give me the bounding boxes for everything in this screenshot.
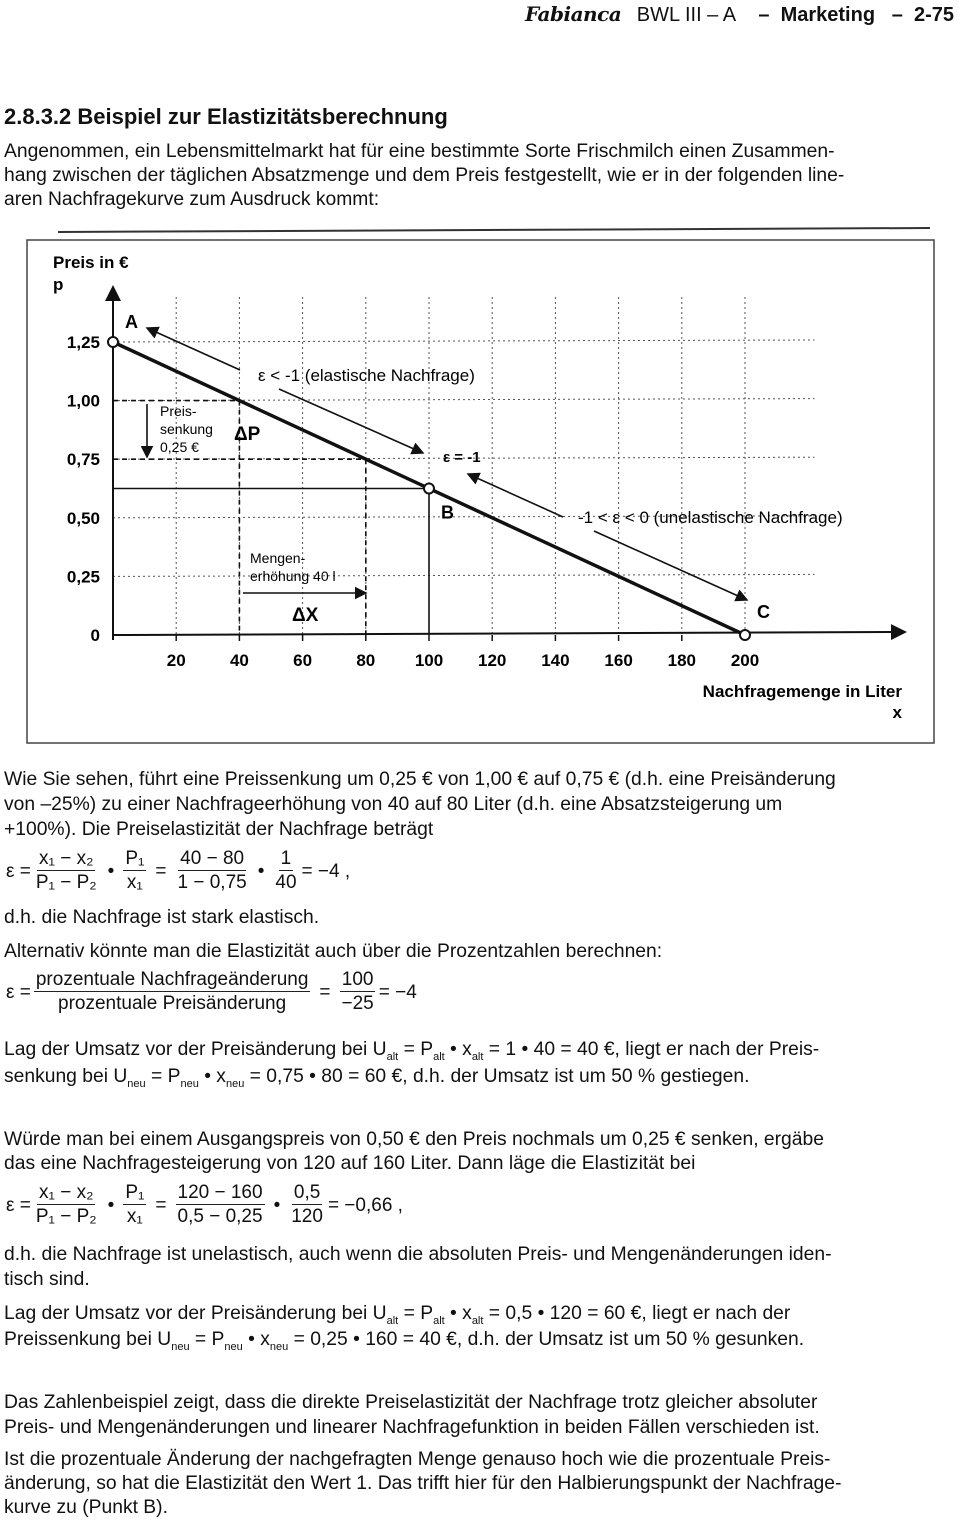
chart-top-border xyxy=(58,228,930,232)
text-line: d.h. die Nachfrage ist unelastisch, auch wenn die absoluten Preis- und Mengenänderungen iden- xyxy=(4,1244,832,1265)
qty-rise-label: erhöhung 40 l xyxy=(250,568,336,584)
y-tick-label: 0,25 xyxy=(66,567,100,587)
section-title: 2.8.3.2 Beispiel zur Elastizitätsberechnung xyxy=(4,104,448,129)
point-a xyxy=(108,337,118,347)
result: = −4 , xyxy=(301,860,351,882)
x-tick-label: 140 xyxy=(541,651,570,670)
price-drop-label: Preis- xyxy=(160,403,197,419)
denominator: P₁ − P₂ xyxy=(35,872,97,893)
text-line: von –25%) zu einer Nachfrageerhöhung von 40 auf 80 Liter (d.h. eine Absatzsteigerung um xyxy=(4,794,783,815)
eps: ε = xyxy=(6,981,31,1003)
demand-chart xyxy=(0,0,960,760)
grid-line-horizontal xyxy=(113,574,815,576)
qty-rise-label: Mengen- xyxy=(250,550,306,566)
intro-line: hang zwischen der täglichen Absatzmenge und dem Preis festgestellt, wie er in der folgenden line- xyxy=(4,165,845,186)
text-line: das eine Nachfragesteigerung von 120 auf 160 Liter. Dann läge die Elastizität bei xyxy=(4,1153,696,1174)
numerator: 40 − 80 xyxy=(180,848,245,869)
annotation-arrow xyxy=(468,474,563,517)
text-line: Ist die prozentuale Änderung der nachgefragten Menge genauso hoch wie die prozentuale Preis- xyxy=(4,1449,831,1470)
numerator: P₁ xyxy=(125,1182,145,1203)
x-tick-label: 40 xyxy=(229,651,249,670)
point-b xyxy=(424,484,434,494)
eps: ε = xyxy=(6,860,31,882)
y-tick-label: 1,25 xyxy=(66,333,100,352)
annotation-arrow xyxy=(594,531,747,600)
price-drop-label: senkung xyxy=(160,421,213,437)
y-axis-symbol: p xyxy=(53,275,64,294)
grid-line-horizontal xyxy=(113,399,815,401)
denominator: 0,5 − 0,25 xyxy=(177,1206,263,1227)
denominator: x₁ xyxy=(126,1206,143,1227)
denominator: 120 xyxy=(291,1206,323,1227)
text-line: änderung, so hat die Elastizität den Wert 1. Das trifft hier für den Halbierungspunkt der Nachfrage- xyxy=(4,1473,842,1494)
point-label: A xyxy=(125,312,138,332)
text-line: Das Zahlenbeispiel zeigt, dass die direkte Preiselastizität der Nachfrage trotz gleicher absoluter xyxy=(4,1392,818,1413)
numerator: 0,5 xyxy=(293,1182,321,1203)
text-line: +100%). Die Preiselastizität der Nachfrage beträgt xyxy=(4,819,434,840)
x-tick-label: 160 xyxy=(604,651,633,670)
unit-elastic-label: ε = -1 xyxy=(443,449,481,466)
grid-line-horizontal xyxy=(113,340,815,342)
subject: Marketing xyxy=(780,4,876,26)
formula-2: ε = $\frac{\text{prozentuale Nachfrageänderung}}{\text{prozentuale Preisänderung}}$ = $\frac{100}{-25}$ = −4 xyxy=(6,969,417,1014)
price-drop-label: 0,25 € xyxy=(160,439,199,455)
x-tick-label: 100 xyxy=(414,651,444,670)
y-tick-label: 0,75 xyxy=(66,450,100,470)
point-label: C xyxy=(757,602,770,622)
numerator: 1 xyxy=(280,848,292,869)
text-line: kurve zu (Punkt B). xyxy=(4,1497,168,1518)
numerator: P₁ xyxy=(125,848,145,869)
x-tick-label: 180 xyxy=(667,651,696,670)
result: = −4 xyxy=(378,981,417,1003)
denominator: 1 − 0,75 xyxy=(177,872,247,893)
denominator: prozentuale Preisänderung xyxy=(58,993,287,1014)
text-line: senkung bei $U_{neu} = P_{neu}$ • $x_{neu} = 0,75$ • 80 = 60 €, d.h. der Umsatz ist um 50 % gestiegen. xyxy=(4,1066,750,1090)
elastic-label: ε < -1 (elastische Nachfrage) xyxy=(258,366,475,385)
course: BWL III – A xyxy=(636,4,737,26)
x-tick-label: 200 xyxy=(730,651,760,670)
point-c xyxy=(740,630,750,640)
result: = −0,66 , xyxy=(327,1194,403,1216)
text-line: Alternativ könnte man die Elastizität auch über die Prozentzahlen berechnen: xyxy=(4,941,663,962)
text-line: Würde man bei einem Ausgangspreis von 0,50 € den Preis nochmals um 0,25 € senken, ergäbe xyxy=(4,1129,824,1150)
denominator: 40 xyxy=(275,872,297,893)
numerator: x₁ − x₂ xyxy=(39,1182,94,1203)
x-axis-title: Nachfragemenge in Liter xyxy=(702,682,902,701)
delta-p-label: ΔP xyxy=(234,424,261,445)
formula-3: ε = $\frac{\text{x₁ − x₂}}{\text{P₁ − P₂}}$ • $\frac{\text{P₁}}{\text{x₁}}$ = $\frac{120 - 160}{0,5 - 0,25}$ • $\frac{0,5}{120}$ = −0,66 , xyxy=(6,1182,403,1227)
separator: – xyxy=(891,4,903,26)
numerator: x₁ − x₂ xyxy=(39,848,94,869)
y-tick-label: 1,00 xyxy=(66,391,100,411)
page-number: 2-75 xyxy=(913,4,954,26)
intro-line: Angenommen, ein Lebensmittelmarkt hat für eine bestimmte Sorte Frischmilch einen Zusammen- xyxy=(4,141,835,162)
separator: – xyxy=(758,4,770,26)
y-axis-title: Preis in € xyxy=(53,253,129,272)
text-line: d.h. die Nachfrage ist stark elastisch. xyxy=(4,907,320,928)
text-line: Lag der Umsatz vor der Preisänderung bei $U_{alt} = P_{alt}$ • $x_{alt} = 1$ • 40 = 40 €, liegt er nach der Preis- xyxy=(4,1039,820,1063)
point-label: B xyxy=(441,502,454,523)
numerator: 120 − 160 xyxy=(177,1182,263,1203)
text-line: Lag der Umsatz vor der Preisänderung bei $U_{alt} = P_{alt}$ • $x_{alt} = 0,5$ • 120 = 60 €, liegt er nach der xyxy=(4,1303,791,1327)
x-tick-label: 60 xyxy=(293,651,313,670)
denominator: P₁ − P₂ xyxy=(35,1206,97,1227)
y-tick-label: 0 xyxy=(90,626,100,645)
intro-line: aren Nachfragekurve zum Ausdruck kommt: xyxy=(4,189,380,210)
text-line: Wie Sie sehen, führt eine Preissenkung um 0,25 € von 1,00 € auf 0,75 € (d.h. eine Preisänderung xyxy=(4,769,836,790)
x-tick-label: 80 xyxy=(356,651,376,670)
formula-1: ε = $\frac{\text{x₁ − x₂}}{\text{P₁ − P₂}}$ • $\frac{\text{P₁}}{\text{x₁}}$ = $\frac{40 - 80}{1 - 0,75}$ • $\frac{1}{40}$ = −4 , xyxy=(6,848,351,893)
annotation-arrow xyxy=(279,389,423,453)
x-tick-label: 120 xyxy=(478,651,507,670)
inelastic-label: -1 < ε < 0 (unelastische Nachfrage) xyxy=(578,508,843,527)
numerator: 100 xyxy=(341,969,374,990)
denominator: −25 xyxy=(341,993,374,1014)
logo: Fabianca xyxy=(524,2,622,26)
text-line: Preis- und Mengenänderungen und linearer Nachfragefunktion in beiden Fällen verschieden ist. xyxy=(4,1417,820,1438)
y-tick-label: 0,50 xyxy=(66,508,100,528)
numerator: prozentuale Nachfrageänderung xyxy=(35,969,309,990)
eps: ε = xyxy=(6,1194,31,1216)
delta-x-label: ΔX xyxy=(292,605,319,626)
x-tick-label: 20 xyxy=(166,651,186,670)
x-axis-symbol: x xyxy=(892,703,902,722)
denominator: x₁ xyxy=(126,872,143,893)
text-line: tisch sind. xyxy=(4,1269,90,1290)
text-line: Preissenkung bei $U_{neu} = P_{neu}$ • $x_{neu} = 0,25$ • 160 = 40 €, d.h. der Umsatz ist um 50 % gesunken. xyxy=(4,1329,805,1353)
x-axis xyxy=(113,632,905,635)
